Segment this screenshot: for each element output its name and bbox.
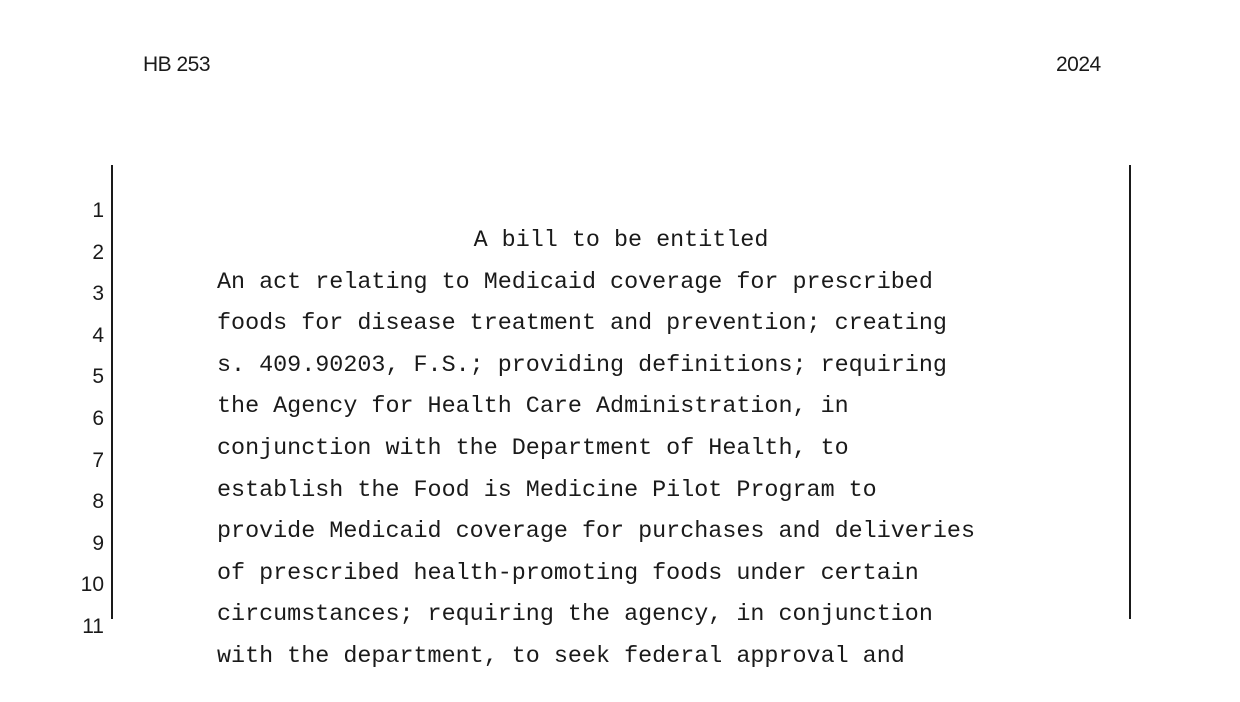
line-number: 6	[92, 406, 104, 430]
line-text: circumstances; requiring the agency, in conjunction	[217, 602, 933, 629]
line-number: 5	[92, 365, 104, 389]
bill-title-line: A bill to be entitled	[473, 228, 769, 254]
line-number: 8	[92, 490, 104, 514]
bill-line	[0, 208, 1240, 296]
bill-line	[0, 582, 1240, 670]
line-text: establish the Food is Medicine Pilot Program to	[217, 477, 877, 504]
line-text: with the department, to seek federal approval and	[217, 643, 905, 670]
line-number: 9	[92, 531, 104, 555]
bill-line	[0, 332, 1240, 421]
bill-text-body	[0, 166, 1240, 670]
line-text: conjunction with the Department of Health, to	[217, 435, 849, 462]
line-number: 10	[80, 573, 104, 597]
session-year: 2024	[1056, 53, 1101, 76]
bill-line	[0, 249, 1240, 338]
line-number: 4	[92, 323, 104, 347]
line-text: provide Medicaid coverage for purchases and deliveries	[217, 519, 975, 546]
line-number: 2	[92, 240, 104, 264]
line-number: 3	[92, 282, 104, 306]
line-number: 11	[82, 614, 104, 638]
bill-number: HB 253	[143, 53, 211, 76]
bill-line	[0, 291, 1240, 379]
line-number: 1	[92, 199, 104, 222]
bill-line	[0, 416, 1240, 504]
line-text: s. 409.90203, F.S.; providing definitions; requiring	[217, 352, 947, 379]
bill-line	[0, 166, 1240, 254]
line-number: 7	[92, 448, 104, 472]
line-text: the Agency for Health Care Administration, in	[217, 394, 849, 421]
line-text: foods for disease treatment and prevention; creating	[217, 311, 947, 338]
bill-line	[0, 457, 1240, 546]
line-text: An act relating to Medicaid coverage for prescribed	[217, 269, 933, 296]
line-text: of prescribed health-promoting foods under certain	[217, 560, 919, 587]
bill-line	[0, 374, 1240, 462]
